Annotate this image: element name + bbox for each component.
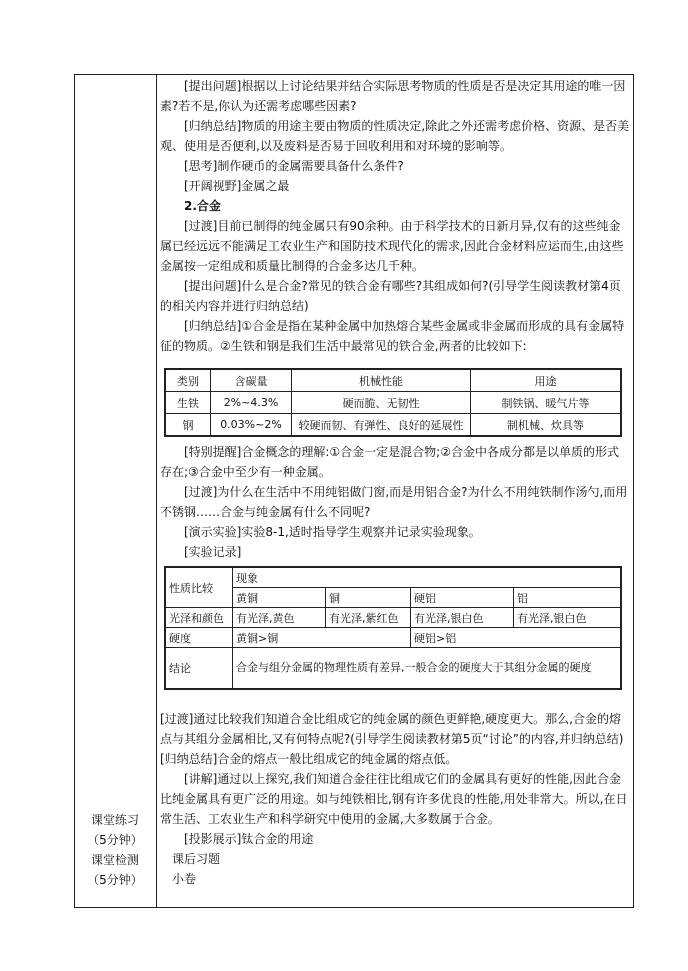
- table-cell: 0.03%~2%: [211, 414, 292, 437]
- table-header: 用途: [471, 369, 622, 392]
- paragraph: [思考]制作硬币的金属需要具备什么条件?: [184, 159, 404, 173]
- quiz-label: 小卷: [172, 872, 197, 886]
- paragraph: [归纳总结]①合金是指在某种金属中加热熔合某些金属或非金属而形成的具有金属特征的物质。②生铁和钢是我们生活中最常见的铁合金,两者的比较如下:: [160, 319, 625, 353]
- table-cell: 较硬而韧、有弹性、良好的延展性: [292, 414, 471, 437]
- table-cell: 制铁锅、暖气片等: [471, 392, 622, 414]
- table-cell: 生铁: [165, 392, 211, 414]
- left-column: [74, 74, 156, 908]
- table-header-row: [165, 369, 621, 392]
- content-middle: [160, 442, 630, 562]
- table-cell: 有光泽,银白色: [411, 608, 514, 628]
- column-divider: [156, 74, 157, 908]
- content-bottom: [160, 709, 630, 889]
- content-top: [160, 76, 630, 356]
- table-cell: 有光泽,紫红色: [326, 608, 411, 628]
- table-header: 含碳量: [211, 369, 292, 392]
- test-time: （5分钟）: [87, 873, 143, 887]
- table-header: 现象: [233, 567, 622, 588]
- table-cell: 有光泽,银白色: [514, 608, 622, 628]
- paragraph: [提出问题]什么是合金?常见的铁合金有哪些?其组成如何?(引导学生阅读教材第4页的相关内容并进行归纳总结): [160, 279, 621, 313]
- paragraph: [投影展示]钛合金的用途: [184, 832, 314, 846]
- table-cell: 有光泽,黄色: [233, 608, 326, 628]
- section-heading: 2.合金: [184, 199, 221, 213]
- experiment-record-table: [164, 566, 622, 690]
- practice-time: （5分钟）: [87, 833, 143, 847]
- table-cell: 合金与组分金属的物理性质有差异,一般合金的硬度大于其组分金属的硬度: [233, 648, 622, 690]
- table-row: [165, 628, 621, 648]
- table-row: [165, 648, 621, 690]
- table-cell: 光泽和颜色: [165, 608, 233, 628]
- table-cell: 制机械、炊具等: [471, 414, 622, 437]
- table-row: [165, 392, 621, 414]
- iron-alloy-table: [164, 368, 622, 437]
- paragraph: [开阔视野]金属之最: [184, 179, 290, 193]
- table-cell: 黄铜>铜: [233, 628, 411, 648]
- homework-label: 课后习题: [172, 852, 221, 866]
- table-row: [165, 608, 621, 628]
- test-label: 课堂检测: [90, 853, 139, 867]
- practice-label: 课堂练习: [90, 813, 139, 827]
- table-cell: 2%~4.3%: [211, 392, 292, 414]
- table-cell: 硬而脆、无韧性: [292, 392, 471, 414]
- table-cell: 硬铝>铝: [411, 628, 622, 648]
- table-row: [165, 414, 621, 437]
- table-row: [165, 588, 621, 608]
- paragraph: [讲解]通过以上探究,我们知道合金往往比组成它们的金属具有更好的性能,因此合金比纯金属具有更广泛的用途。如与纯铁相比,钢有许多优良的性能,用处非常大。所以,在日常生活、工农业生产和科学研究中使用的金属,大多数属于合金。: [160, 772, 628, 826]
- paragraph: [过渡]为什么在生活中不用纯铝做门窗,而是用铝合金?为什么不用纯铁制作汤勺,而用不锈钢……合金与纯金属有什么不同呢?: [160, 485, 628, 519]
- paragraph: [提出问题]根据以上讨论结果并结合实际思考物质的性质是否是决定其用途的唯一因素?若不是,你认为还需考虑哪些因素?: [160, 79, 626, 113]
- table-cell: 硬度: [165, 628, 233, 648]
- paragraph: [特别提醒]合金概念的理解:①合金一定是混合物;②合金中各成分都是以单质的形式存在;③合金中至少有一种金属。: [160, 445, 619, 479]
- paragraph: [过渡]目前已制得的纯金属只有90余种。由于科学技术的日新月异,仅有的这些纯金属已经远远不能满足工农业生产和国防技术现代化的需求,因此合金材料应运而生,由这些金属按一定组成和质量比制得的合金多达几千种。: [160, 219, 624, 273]
- table-header: 铝: [514, 588, 622, 608]
- paragraph: [归纳总结]合金的熔点一般比组成它的纯金属的熔点低。: [160, 752, 458, 766]
- paragraph: [归纳总结]物质的用途主要由物质的性质决定,除此之外还需考虑价格、资源、是否美观、使用是否便利,以及废料是否易于回收利用和对环境的影响等。: [160, 119, 630, 153]
- table-header: 黄铜: [233, 588, 326, 608]
- table-header: 类别: [165, 369, 211, 392]
- table-header: 性质比较: [165, 567, 233, 608]
- paragraph: [演示实验]实验8-1,适时指导学生观察并记录实验现象。: [184, 525, 481, 539]
- paragraph: [实验记录]: [184, 545, 242, 559]
- paragraph: [过渡]通过比较我们知道合金比组成它的纯金属的颜色更鲜艳,硬度更大。那么,合金的熔点与其组分金属相比,又有何特点呢?(引导学生阅读教材第5页“讨论”的内容,并归纳总结): [160, 712, 624, 746]
- table-header: 铜: [326, 588, 411, 608]
- table-header: 机械性能: [292, 369, 471, 392]
- table-cell: 钢: [165, 414, 211, 437]
- table-cell: 结论: [165, 648, 233, 690]
- table-header: 硬铝: [411, 588, 514, 608]
- table-row: [165, 567, 621, 588]
